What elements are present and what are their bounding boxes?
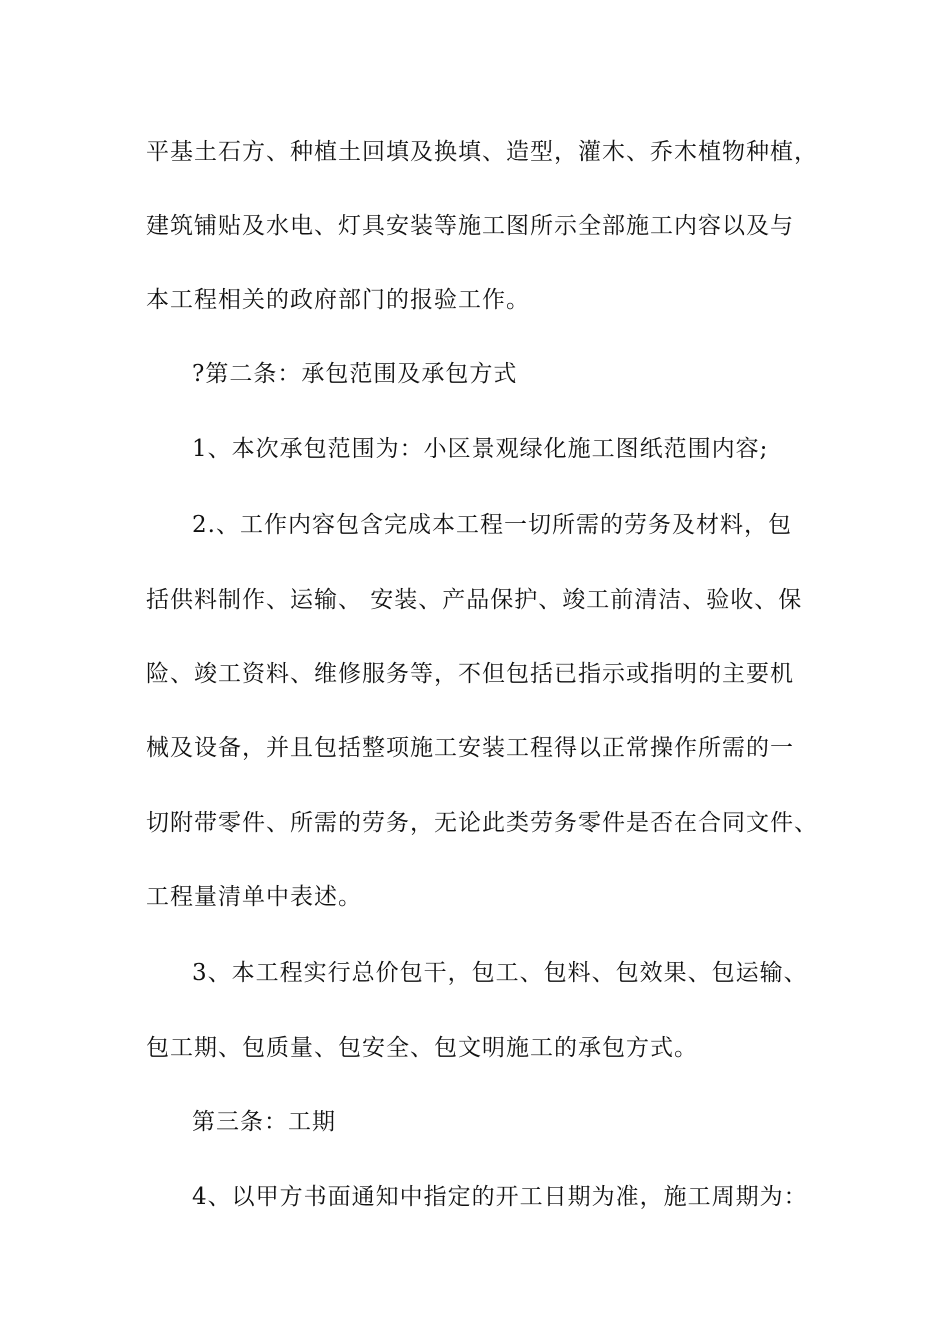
paragraph-line: 本工程相关的政府部门的报验工作。 [146,287,530,313]
paragraph-line: 平基土石方、种植土回填及换填、造型，灌木、乔木植物种植， [146,139,818,165]
section-heading: ?第二条：承包范围及承包方式 [192,361,518,387]
list-item: 4、以甲方书面通知中指定的开工日期为准，施工周期为： [192,1184,808,1210]
paragraph-line: 括供料制作、运输、 安装、产品保护、竣工前清洁、验收、保 [146,587,803,613]
paragraph-line: 切附带零件、所需的劳务，无论此类劳务零件是否在合同文件、 [146,810,818,836]
paragraph-line: 工程量清单中表述。 [146,884,362,910]
list-item: 3、本工程实行总价包干，包工、包料、包效果、包运输、 [192,960,808,986]
paragraph-line: 建筑铺贴及水电、灯具安装等施工图所示全部施工内容以及与 [146,213,794,239]
list-item: 2.、工作内容包含完成本工程一切所需的劳务及材料，包 [192,512,792,538]
paragraph-line: 险、竣工资料、维修服务等，不但包括已指示或指明的主要机 [146,661,794,687]
list-item: 1、本次承包范围为：小区景观绿化施工图纸范围内容; [192,436,769,462]
section-heading: 第三条：工期 [192,1109,336,1135]
paragraph-line: 械及设备，并且包括整项施工安装工程得以正常操作所需的一 [146,735,794,761]
paragraph-line: 包工期、包质量、包安全、包文明施工的承包方式。 [146,1035,698,1061]
